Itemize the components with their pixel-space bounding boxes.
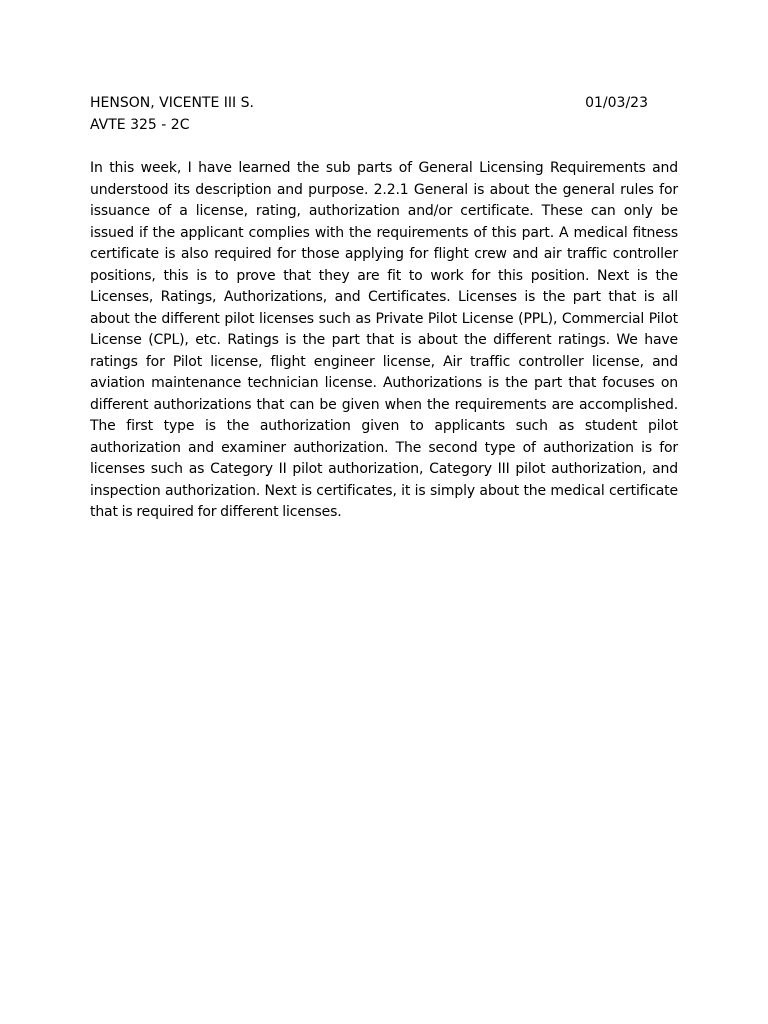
body-paragraph: In this week, I have learned the sub parts of General Licensing Requirements and understood its description and purpose. 2.2.1 General is about the general rules for issuance of a license, rating, authorization and/or certificate. These can only be issued if the applicant complies with the requirements of this part. A medical fitness certificate is also required for those applying for flight crew and air traffic controller positions, this is to prove that they are fit to work for this position. Next is the Licenses, Ratings, Authorizations, and Certificates. Licenses is the part that is all about the different pilot licenses such as Private Pilot License (PPL), Commercial Pilot License (CPL), etc. Ratings is the part that is about the different ratings. We have ratings for Pilot license, flight engineer license, Air traffic controller license, and aviation maintenance technician license. Authorizations is the part that focuses on different authorizations that can be given when the requirements are accomplished. The first type is the authorization given to applicants such as student pilot authorization and examiner authorization. The second type of authorization is for licenses such as Category II pilot authorization, Category III pilot authorization, and inspection authorization. Next is certificates, it is simply about the medical certificate that is required for different licenses. bbox=[90, 160, 678, 520]
student-name: HENSON, VICENTE III S. bbox=[90, 95, 254, 111]
document-date: 01/03/23 bbox=[585, 95, 648, 111]
document-page bbox=[90, 92, 678, 538]
course-section: AVTE 325 - 2C bbox=[90, 117, 190, 133]
header-row bbox=[90, 92, 648, 114]
